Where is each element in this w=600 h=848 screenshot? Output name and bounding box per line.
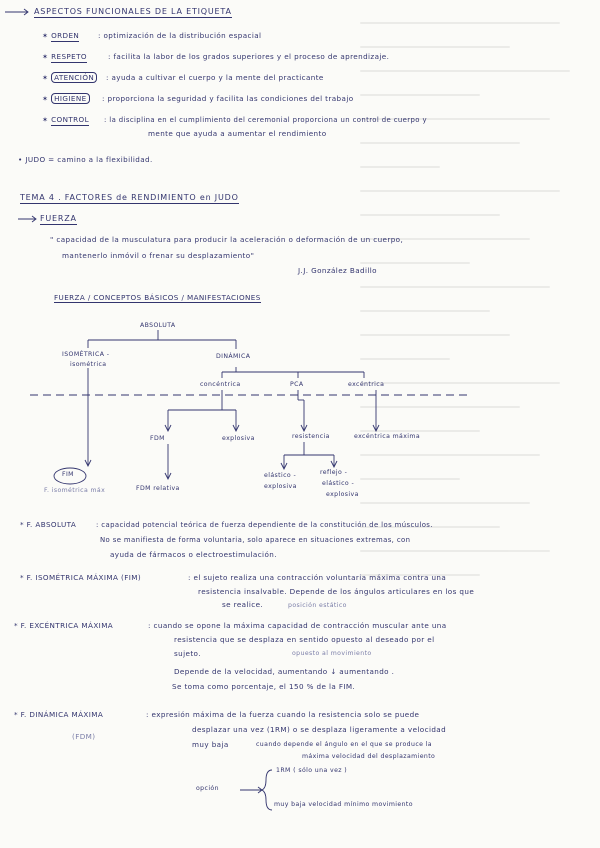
dinamica-max-opcion-a: 1RM ( sólo una vez )	[276, 767, 348, 774]
node-f-isometrica-max: F. isométrica máx	[44, 487, 106, 494]
aspect-orden-label: ✶ ORDEN	[42, 31, 80, 40]
excentrica-max-line-1: : cuando se opone la máxima capacidad de contracción muscular ante una	[148, 621, 447, 630]
excentrica-max-line-5: Se toma como porcentaje, el 150 % de la FIM.	[172, 682, 356, 691]
isometrica-max-line-2: resistencia insalvable. Depende de los ángulos articulares en los que	[198, 587, 475, 596]
absoluta-label: * F. ABSOLUTA	[20, 520, 77, 529]
node-explosiva: explosiva	[222, 435, 255, 442]
node-elastico-2: explosiva	[264, 483, 297, 490]
aspect-respeto-label: ✶ RESPETO	[42, 52, 87, 61]
concepts-heading: FUERZA / CONCEPTOS BÁSICOS / MANIFESTACIONES	[54, 293, 261, 302]
aspect-respeto-text: : facilita la labor de los grados superiores y el proceso de aprendizaje.	[108, 52, 390, 61]
definition-author: J.J. González Badillo	[298, 266, 377, 275]
node-resistencia: resistencia	[292, 433, 330, 440]
absoluta-line-3: ayuda de fármacos o electroestimulación.	[110, 550, 277, 559]
node-pca: PCA	[290, 381, 304, 388]
node-fim: FIM	[62, 471, 74, 478]
absoluta-line-1: : capacidad potencial teórica de fuerza dependiente de la constitución de los músculos.	[96, 520, 433, 529]
node-fdm: FDM	[150, 435, 165, 442]
isometrica-max-note: posición estático	[288, 602, 347, 609]
node-reflejo-3: explosiva	[326, 491, 359, 498]
dinamica-max-margin-note: (FDM)	[72, 732, 96, 741]
excentrica-max-line-4: Depende de la velocidad, aumentando ↓ aumentando .	[174, 667, 395, 676]
definition-line-2: mantenerlo inmóvil o frenar su desplazamiento"	[62, 251, 255, 260]
dinamica-max-label: * F. DINÁMICA MÁXIMA	[14, 710, 104, 719]
aspect-atencion-text: : ayuda a cultivar el cuerpo y la mente del practicante	[106, 73, 324, 82]
isometrica-max-label: * F. ISOMÉTRICA MÁXIMA (FIM)	[20, 573, 142, 582]
dinamica-max-opcion: opción	[196, 785, 219, 792]
dinamica-max-line-3b: cuando depende el ángulo en el que se produce la	[256, 741, 432, 748]
node-concentrica: concéntrica	[200, 381, 241, 388]
node-isometrica-2: isométrica	[70, 361, 107, 368]
dinamica-max-line-3c: máxima velocidad del desplazamiento	[302, 753, 436, 760]
dinamica-max-opcion-b: muy baja velocidad mínimo movimiento	[274, 801, 413, 808]
node-fdm-relativa: FDM relativa	[136, 485, 180, 492]
fuerza-heading: FUERZA	[40, 214, 77, 223]
absoluta-line-2: No se manifiesta de forma voluntaria, solo aparece en situaciones extremas, con	[100, 535, 411, 544]
judo-note: • JUDO = camino a la flexibilidad.	[18, 155, 153, 164]
aspect-control-text-cont: mente que ayuda a aumentar el rendimiento	[148, 129, 327, 138]
isometrica-max-line-1: : el sujeto realiza una contracción voluntaria máxima contra una	[188, 573, 447, 582]
dinamica-max-line-2: desplazar una vez (1RM) o se desplaza ligeramente a velocidad	[192, 725, 447, 734]
section-title: ASPECTOS FUNCIONALES DE LA ETIQUETA	[34, 7, 232, 16]
node-excentrica: excéntrica	[348, 381, 385, 388]
aspect-higiene-label: ✶ HIGIENE	[42, 95, 90, 102]
node-reflejo-2: elástico -	[322, 480, 355, 487]
dinamica-max-line-3: muy baja	[192, 740, 229, 749]
node-absoluta: ABSOLUTA	[140, 322, 176, 329]
dinamica-max-line-1: : expresión máxima de la fuerza cuando la resistencia solo se puede	[146, 710, 420, 719]
aspect-higiene-text: : proporciona la seguridad y facilita las condiciones del trabajo	[102, 94, 354, 103]
excentrica-max-line-2: resistencia que se desplaza en sentido opuesto al deseado por el	[174, 635, 435, 644]
node-elastico-1: elástico -	[264, 472, 297, 479]
node-dinamica: DINÁMICA	[216, 353, 251, 360]
excentrica-max-note: opuesto al movimiento	[292, 650, 372, 657]
excentrica-max-line-3: sujeto.	[174, 649, 201, 658]
aspect-orden-text: : optimización de la distribución espacial	[98, 31, 262, 40]
excentrica-max-label: * F. EXCÉNTRICA MÁXIMA	[14, 621, 114, 630]
tema-title: TEMA 4 . FACTORES de RENDIMIENTO en JUDO	[20, 193, 239, 202]
node-reflejo-1: reflejo -	[320, 469, 348, 476]
aspect-atencion-label: ✶ ATENCIÓN	[42, 74, 97, 81]
definition-line-1: " capacidad de la musculatura para producir la aceleración o deformación de un cuerpo,	[50, 235, 404, 244]
aspect-control-text: : la disciplina en el cumplimiento del ceremonial proporciona un control de cuerpo y	[104, 115, 427, 124]
isometrica-max-line-3: se realice.	[222, 600, 264, 609]
node-isometrica-1: ISOMÉTRICA -	[62, 351, 110, 358]
node-excentrica-maxima: excéntrica máxima	[354, 433, 421, 440]
aspect-control-label: ✶ CONTROL	[42, 115, 90, 124]
